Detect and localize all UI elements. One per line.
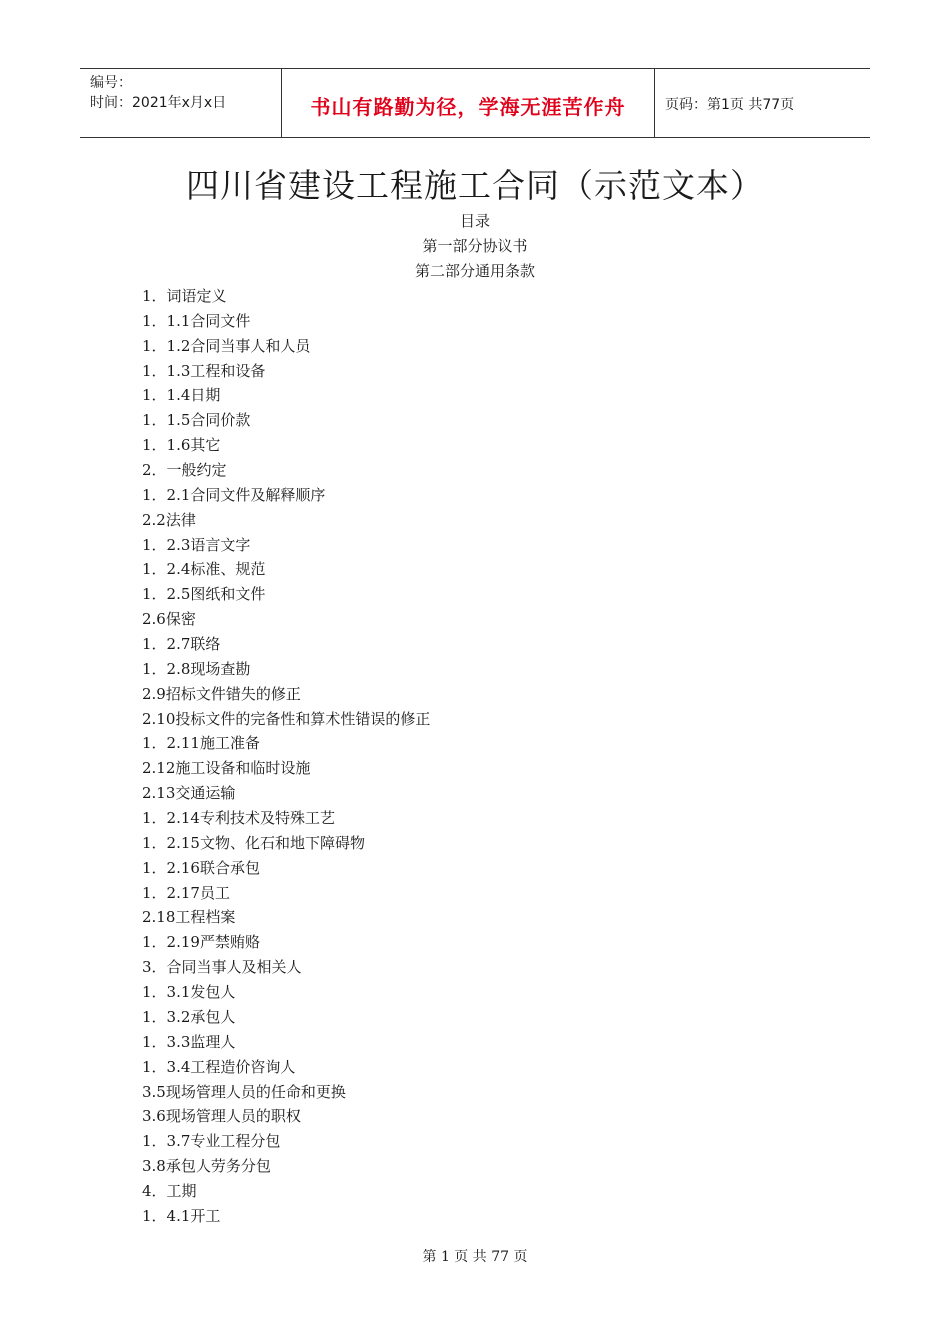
toc-item: 1．2.14专利技术及特殊工艺: [142, 809, 335, 828]
header-left-cell: [80, 69, 282, 137]
page-footer: 第 1 页 共 77 页: [422, 1249, 528, 1265]
toc-item: 1．2.16联合承包: [142, 858, 260, 877]
toc-item: 2.2法律: [142, 510, 196, 529]
toc-item: 1．1.5合同价款: [142, 411, 251, 430]
toc-item: 2.12施工设备和临时设施: [142, 759, 311, 778]
toc-item: 3．合同当事人及相关人: [142, 958, 302, 977]
part-two-heading: 第二部分通用条款: [414, 262, 535, 280]
document-title: 四川省建设工程施工合同（示范文本）: [186, 166, 764, 205]
toc-item: 1．3.7专业工程分包: [142, 1132, 281, 1151]
page-header: [80, 68, 870, 138]
toc-item: 2.13交通运输: [142, 784, 236, 803]
toc-item: 2.6保密: [142, 610, 196, 629]
toc-item: 2.18工程档案: [142, 908, 236, 927]
toc-item: 1．1.4日期: [142, 386, 221, 405]
toc-item: 1．2.17员工: [142, 883, 230, 902]
toc-item: 1．1.3工程和设备: [142, 361, 266, 380]
toc-item: 1．3.3监理人: [142, 1032, 236, 1051]
table-of-contents: [142, 284, 430, 1229]
serial-label: 编号：: [90, 75, 132, 91]
toc-item: 1．2.19严禁贿赂: [142, 933, 260, 952]
toc-item: 1．3.4工程造价咨询人: [142, 1057, 296, 1076]
toc-item: 2.10投标文件的完备性和算术性错误的修正: [142, 709, 431, 728]
toc-item: 3.8承包人劳务分包: [142, 1157, 271, 1176]
toc-item: 1．3.2承包人: [142, 1007, 236, 1026]
toc-item: 1．2.7联络: [142, 635, 221, 654]
time-label: 时间：2021年x月x日: [90, 95, 227, 111]
toc-item: 1．2.1合同文件及解释顺序: [142, 485, 326, 504]
toc-item: 2．一般约定: [142, 461, 227, 480]
toc-heading: 目录: [459, 212, 490, 230]
toc-item: 1．1.2合同当事人和人员: [142, 336, 311, 355]
toc-item: 1．2.3语言文字: [142, 535, 251, 554]
toc-item: 1．4.1开工: [142, 1206, 221, 1225]
toc-item: 1．2.5图纸和文件: [142, 585, 266, 604]
motto: 书山有路勤为径，学海无涯苦作舟: [282, 69, 655, 137]
toc-item: 1．2.8现场查勘: [142, 659, 251, 678]
toc-item: 3.5现场管理人员的任命和更换: [142, 1082, 346, 1101]
toc-item: 1．词语定义: [142, 287, 227, 305]
toc-item: 1．2.4标准、规范: [142, 560, 266, 579]
toc-item: 1．1.6其它: [142, 436, 221, 455]
toc-item: 4．工期: [142, 1181, 197, 1200]
toc-item: 2.9招标文件错失的修正: [142, 684, 301, 703]
part-one-heading: 第一部分协议书: [422, 237, 528, 255]
toc-item: 1．2.11施工准备: [142, 734, 260, 753]
toc-item: 1．1.1合同文件: [142, 311, 251, 330]
page-info: 页码：第1页 共77页: [665, 97, 795, 113]
toc-item: 1．3.1发包人: [142, 983, 236, 1002]
toc-item: 3.6现场管理人员的职权: [142, 1107, 301, 1126]
toc-item: 1．2.15文物、化石和地下障碍物: [142, 833, 365, 852]
